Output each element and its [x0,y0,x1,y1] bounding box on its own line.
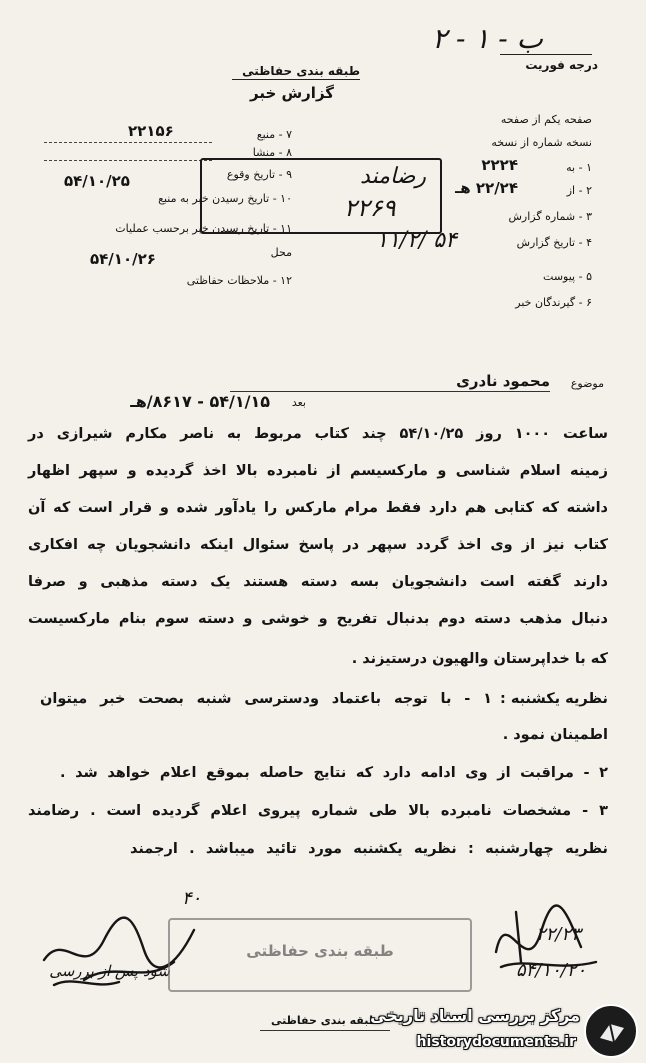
note-3: ۳ - مشخصات نامبرده بالا طی شماره پیروی اعلام گردیده است . رضامند [28,803,608,819]
note-1: ۱ - با توجه باعتماد ودسترسی شنبه بصحت خبر میتوان [40,691,492,707]
page-count-label: صفحه یکم از صفحه [500,113,592,126]
note-2: ۲ - مراقبت از وی ادامه دارد که نتایج حاصله بموقع اعلام خواهد شد . [60,765,608,781]
footer-classification: طبقه بندی حفاظتی [270,1014,380,1027]
field-9-label: ۹ - تاریخ وقوع [226,168,292,181]
field-6-label: ۶ - گیرندگان خبر [515,296,592,309]
reference-prefix: بعد [291,396,306,409]
body-line-1: ساعت ۱۰۰۰ روز ۵۴/۱۰/۲۵ چند کتاب مربوط به ناصر مکارم شیرازی در [28,426,608,442]
field-4-value: ۱۱/۲/ ۵۴ [376,228,457,253]
classification-line [232,79,360,80]
field-9-value: ۵۴/۱۰/۲۵ [64,172,130,190]
note-4: نظریه چهارشنبه : نظریه یکشنبه مورد تائید میباشد . ارجمند [130,841,608,857]
place-label: محل [270,246,292,259]
signature-left-number: ۴۰ [182,888,202,909]
body-line-2: زمینه اسلام شناسی و مارکسیسم از نامبرده بالا اخذ گردیده و سپهر اظهار [28,463,608,479]
copy-number-label: نسخه شماره از نسخه [491,136,592,149]
subject-value: محمود نادری [456,372,550,390]
field-2-value: ۲۲/۲۴ هـ [455,179,518,197]
field-11-value: ۵۴/۱۰/۲۶ [90,250,156,268]
field-12-label: ۱۲ - ملاحظات حفاظتی [186,274,292,287]
field-7-value: ۲۲۱۵۶ [128,122,174,140]
note-1-cont: اطمینان نمود . [502,727,608,743]
field-5-label: ۵ - پیوست [543,270,592,283]
field-8-label: ۸ - منشا [252,146,292,159]
field-1-label: ۱ - به [566,161,592,174]
field-2-label: ۲ - از [566,184,592,197]
box-note: رضامند [360,164,426,189]
body-line-7: که با خداپرستان والهیون درستیزند . [351,651,608,667]
box-number: ۲۲۶۹ [344,194,396,222]
subject-label: موضوع [570,377,604,390]
field-10-label: ۱۰ - تاریخ رسیدن خبر به منبع [158,192,292,205]
field-3-label: ۳ - شماره گزارش [508,210,592,223]
urgency-value: ۲ - ب - ۱ [432,22,543,55]
watermark-title: مرکز بررسی اسناد تاریخی [370,1006,580,1025]
watermark-logo-icon [584,1004,638,1058]
body-line-6: دنبال مذهب دسته دوم بدنبال تفریح و خوشی و دسته سوم بنام مارکسیست [28,611,608,627]
subject-underline [230,391,550,392]
urgency-underline [500,54,592,55]
signature-left-note: شود پس از بررسی [49,962,170,980]
signature-right-date: ۵۴/۱۰/۲۰ [516,960,587,981]
field-8-dots [44,160,212,161]
body-line-4: کتاب نیز از وی اخذ گردد سپهر در پاسخ سئوال اینکه دانشجویان چه افکاری [28,537,608,553]
urgency-label: درجه فوریت [525,58,598,72]
page-title: گزارش خبر [249,84,335,102]
note-label: نظریه یکشنبه : [500,691,608,707]
classification-stamp [168,918,472,992]
watermark-url: historydocuments.ir [416,1034,576,1050]
signature-right-number: ۲۲/۲۳ [536,924,581,945]
field-7-dots [44,142,212,143]
stamp-text: طبقه بندی حفاظتی [246,942,394,960]
reference-value: ۵۴/۱/۱۵ - ۸۶۱۷/هـ [130,392,270,411]
body-line-3: داشته که کتابی هم دارد فقط مرام مارکس را یادآور شده و قرار است که آن [28,500,608,516]
field-11-label: ۱۱ - تاریخ رسیدن خبر برحسب عملیات [115,222,292,235]
footer-line [260,1030,390,1031]
body-line-5: دارند گفته است دانشجویان بسه دسته هستند یک دسته مذهبی و صرفا [28,574,608,590]
field-1-value: ۲۲۲۴ [481,156,518,174]
field-7-label: ۷ - منبع [256,128,292,141]
field-4-label: ۴ - تاریخ گزارش [516,236,592,249]
book-icon [586,1006,636,1056]
classification-label: طبقه بندی حفاظتی [242,64,360,78]
